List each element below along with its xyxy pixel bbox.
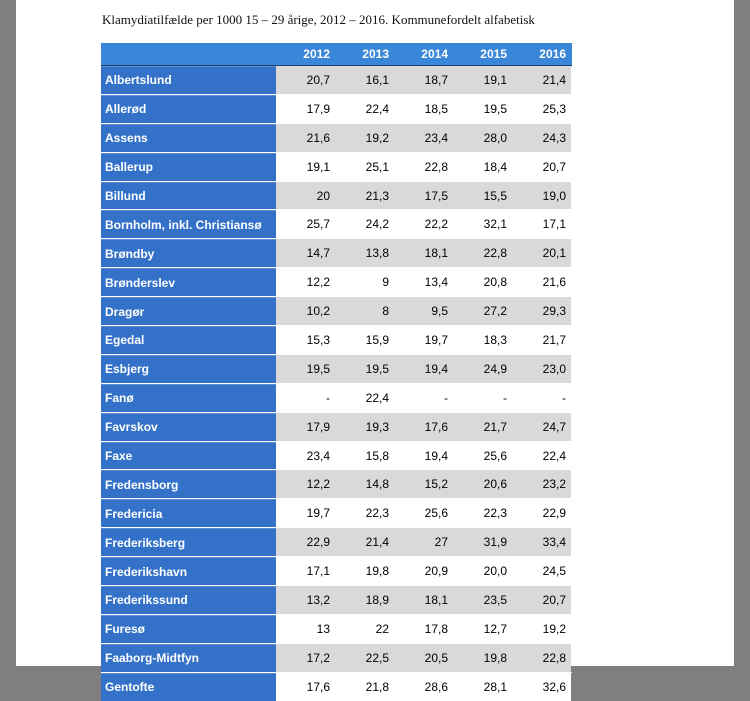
table-cell: 14,8 [335,470,394,498]
table-cell: 19,1 [276,153,335,181]
table-cell: 17,6 [276,673,335,701]
table-cell: 22,8 [512,644,571,672]
table-cell: 27,2 [453,297,512,325]
table-cell: 9,5 [394,297,453,325]
table-cell: 20,1 [512,239,571,267]
table-cell: 20,9 [394,557,453,585]
table-cell: 22,8 [394,153,453,181]
table-cell: 20,7 [276,66,335,94]
table-cell: 18,3 [453,326,512,354]
table-row [101,325,572,354]
table-cell: 19,4 [394,442,453,470]
table-row [101,672,572,701]
table-cell: 22,4 [512,442,571,470]
table-cell: 25,3 [512,95,571,123]
table-cell: 14,7 [276,239,335,267]
table-cell: 20,0 [453,557,512,585]
table-cell: 23,5 [453,586,512,614]
table-cell: 24,3 [512,124,571,152]
row-label: Brøndby [101,239,276,267]
table-row [101,238,572,267]
table-cell: 32,1 [453,210,512,238]
table-cell: - [394,384,453,412]
table-cell: 27 [394,528,453,556]
table-cell: 19,2 [335,124,394,152]
row-label: Ballerup [101,153,276,181]
table-cell: 21,6 [512,268,571,296]
table-cell: 24,2 [335,210,394,238]
row-label: Frederikshavn [101,557,276,585]
table-row [101,585,572,614]
table-cell: 21,8 [335,673,394,701]
table-cell: 20,6 [453,470,512,498]
table-cell: 15,3 [276,326,335,354]
table-cell: 19,5 [276,355,335,383]
table-cell: 23,2 [512,470,571,498]
table-cell: 9 [335,268,394,296]
table-row [101,441,572,470]
row-label: Faxe [101,442,276,470]
table-cell: 17,9 [276,95,335,123]
row-label: Egedal [101,326,276,354]
row-label: Esbjerg [101,355,276,383]
row-label: Gentofte [101,673,276,701]
table-cell: 25,7 [276,210,335,238]
column-header: 2013 [362,47,389,61]
table-cell: 22,4 [335,384,394,412]
table-cell: 19,5 [453,95,512,123]
table-cell: 19,1 [453,66,512,94]
table-cell: 20,7 [512,586,571,614]
table-cell: 21,4 [335,528,394,556]
table-cell: 12,7 [453,615,512,643]
table-cell: 25,6 [453,442,512,470]
column-header: 2016 [539,47,566,61]
row-label: Assens [101,124,276,152]
table-cell: 31,9 [453,528,512,556]
table-cell: 10,2 [276,297,335,325]
table-cell: 28,0 [453,124,512,152]
table-cell: 22,3 [453,499,512,527]
table-cell: 17,5 [394,182,453,210]
table-row [101,123,572,152]
table-cell: 13,8 [335,239,394,267]
table-cell: 17,6 [394,413,453,441]
table-cell: 12,2 [276,470,335,498]
table-cell: 29,3 [512,297,571,325]
table-cell: - [512,384,571,412]
table-cell: 20 [276,182,335,210]
table-cell: 18,1 [394,239,453,267]
table-cell: 18,9 [335,586,394,614]
table-row [101,152,572,181]
row-label: Furesø [101,615,276,643]
table-cell: 23,0 [512,355,571,383]
table-cell: 24,9 [453,355,512,383]
table-cell: 17,8 [394,615,453,643]
table-cell: 21,6 [276,124,335,152]
table-cell: 22,2 [394,210,453,238]
table-cell: 21,7 [453,413,512,441]
table-cell: 17,2 [276,644,335,672]
table-row [101,527,572,556]
table-cell: 21,7 [512,326,571,354]
row-label: Dragør [101,297,276,325]
table-row [101,296,572,325]
table-row [101,181,572,210]
table-cell: 16,1 [335,66,394,94]
row-label: Allerød [101,95,276,123]
row-label: Faaborg-Midtfyn [101,644,276,672]
table-row [101,614,572,643]
table-cell: 19,7 [276,499,335,527]
table-cell: 17,9 [276,413,335,441]
table-row [101,209,572,238]
table-cell: 15,5 [453,182,512,210]
table-cell: 28,6 [394,673,453,701]
table-title: Klamydiatilfælde per 1000 15 – 29 årige, 2012 – 2016. Kommunefordelt alfabetisk [102,12,535,27]
row-label: Brønderslev [101,268,276,296]
table-cell: 33,4 [512,528,571,556]
table-cell: 20,7 [512,153,571,181]
data-table [101,43,572,701]
table-cell: 19,4 [394,355,453,383]
table-cell: 22,9 [512,499,571,527]
column-header: 2015 [480,47,507,61]
table-cell: 22 [335,615,394,643]
table-cell: 15,2 [394,470,453,498]
row-label: Fredericia [101,499,276,527]
document-page [16,0,734,695]
table-cell: 15,9 [335,326,394,354]
table-cell: 22,8 [453,239,512,267]
table-body [101,66,572,701]
table-cell: 32,6 [512,673,571,701]
table-cell: 22,4 [335,95,394,123]
row-label: Fredensborg [101,470,276,498]
table-cell: 24,5 [512,557,571,585]
table-cell: 18,1 [394,586,453,614]
table-cell: 19,8 [453,644,512,672]
table-header-row [101,43,572,65]
table-row [101,643,572,672]
table-cell: 17,1 [512,210,571,238]
table-cell: 24,7 [512,413,571,441]
row-label: Fanø [101,384,276,412]
table-cell: 25,1 [335,153,394,181]
table-cell: - [276,384,335,412]
header-corner-cell [101,43,276,65]
table-cell: 19,8 [335,557,394,585]
table-cell: 12,2 [276,268,335,296]
table-cell: 21,3 [335,182,394,210]
column-header: 2012 [303,47,330,61]
table-cell: 17,1 [276,557,335,585]
row-label: Billund [101,182,276,210]
table-cell: 19,7 [394,326,453,354]
table-row [101,383,572,412]
table-cell: 20,8 [453,268,512,296]
table-row [101,94,572,123]
table-cell: 8 [335,297,394,325]
row-label: Frederiksberg [101,528,276,556]
table-row [101,267,572,296]
table-cell: 19,0 [512,182,571,210]
row-label: Albertslund [101,66,276,94]
column-header: 2014 [421,47,448,61]
table-cell: 18,7 [394,66,453,94]
table-cell: 18,5 [394,95,453,123]
table-row [101,469,572,498]
table-cell: 23,4 [394,124,453,152]
table-cell: 19,3 [335,413,394,441]
row-label: Bornholm, inkl. Christiansø [101,210,276,238]
table-cell: - [453,384,512,412]
table-cell: 19,2 [512,615,571,643]
table-cell: 13,4 [394,268,453,296]
table-cell: 15,8 [335,442,394,470]
table-cell: 22,3 [335,499,394,527]
table-row [101,354,572,383]
table-cell: 13,2 [276,586,335,614]
table-row [101,498,572,527]
table-cell: 23,4 [276,442,335,470]
table-cell: 20,5 [394,644,453,672]
table-cell: 28,1 [453,673,512,701]
table-row [101,412,572,441]
table-row [101,556,572,585]
row-label: Frederikssund [101,586,276,614]
row-label: Favrskov [101,413,276,441]
table-cell: 19,5 [335,355,394,383]
table-cell: 22,9 [276,528,335,556]
table-cell: 18,4 [453,153,512,181]
table-cell: 25,6 [394,499,453,527]
table-cell: 22,5 [335,644,394,672]
table-cell: 21,4 [512,66,571,94]
table-row [101,66,572,94]
table-cell: 13 [276,615,335,643]
